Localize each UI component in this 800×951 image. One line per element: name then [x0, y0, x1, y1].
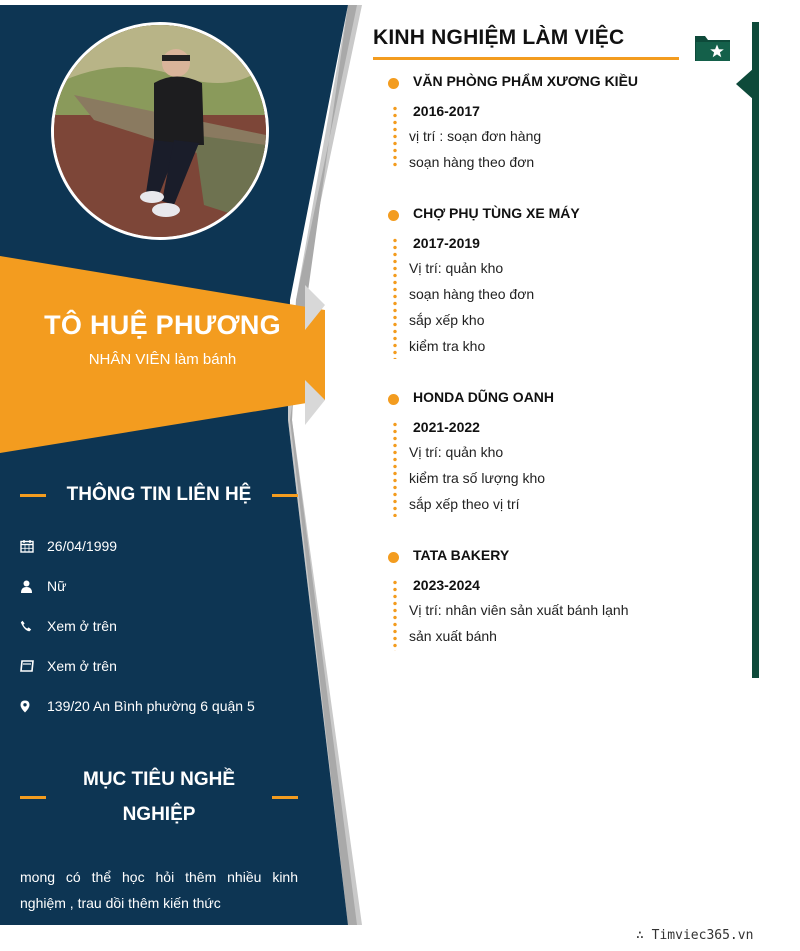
phone-value[interactable]: Xem ở trên [47, 618, 117, 634]
job-company: HONDA DŨNG OANH [413, 389, 555, 405]
job-task: Vị trí: quản kho [409, 260, 504, 276]
job-company: CHỢ PHỤ TÙNG XE MÁY [413, 205, 580, 221]
job-task: Vị trí: quản kho [409, 444, 504, 460]
job-period: 2023-2024 [413, 577, 480, 593]
objective-text: mong có thể học hỏi thêm nhiều kinh nghiệm , trau dồi thêm kiến thức [20, 869, 298, 911]
job-task: sắp xếp theo vị trí [409, 496, 520, 512]
job-task: soạn hàng theo đơn [409, 286, 535, 302]
accent-bar [752, 22, 759, 678]
birthday-value: 26/04/1999 [47, 538, 118, 554]
site-watermark: ∴ Timviec365.vn [636, 928, 754, 943]
job-task: soạn hàng theo đơn [409, 154, 535, 170]
timeline-dots [393, 237, 397, 359]
timeline-dots [393, 105, 397, 169]
job-company: TATA BAKERY [413, 547, 510, 563]
job-tasks [409, 439, 545, 517]
contact-heading-text: THÔNG TIN LIÊN HỆ [66, 484, 252, 505]
job-period: 2021-2022 [413, 419, 480, 435]
contact-phone [20, 606, 310, 646]
timeline-dot [388, 210, 399, 221]
job-task: kiểm tra số lượng kho [409, 470, 546, 486]
timeline-dots [393, 579, 397, 651]
contact-gender [20, 566, 310, 606]
folder-star-icon [694, 32, 732, 67]
email-value[interactable]: Xem ở trên [47, 658, 117, 674]
address-value: 139/20 An Bình phường 6 quận 5 [47, 698, 255, 714]
timeline-dot [388, 552, 399, 563]
timeline-dot [388, 78, 399, 89]
gender-value: Nữ [47, 578, 67, 594]
heading-divider [20, 494, 46, 497]
profile-name: TÔ HUỆ PHƯƠNG [44, 310, 281, 340]
heading-divider [272, 796, 298, 799]
job-task: kiểm tra kho [409, 338, 486, 354]
job-task: vị trí : soạn đơn hàng [409, 128, 542, 144]
job-tasks [409, 123, 541, 175]
heading-divider [20, 796, 46, 799]
contact-address [20, 686, 310, 726]
job-period: 2017-2019 [413, 235, 480, 251]
contact-birthday [20, 526, 310, 566]
job-company: VĂN PHÒNG PHẨM XƯƠNG KIỀU [413, 73, 639, 89]
objective-heading [20, 762, 298, 832]
job-entry [388, 547, 738, 657]
map-marker-icon [20, 696, 47, 716]
profile-role: NHÂN VIÊN làm bánh [88, 351, 237, 368]
job-task: sản xuất bánh [409, 628, 497, 644]
job-entry [388, 205, 738, 365]
objective-heading-line-1: MỤC TIÊU NGHỀ [83, 769, 235, 790]
name-block [0, 310, 325, 368]
job-tasks [409, 255, 534, 359]
email-icon [20, 656, 47, 676]
objective-heading-line-2: NGHIỆP [122, 804, 196, 825]
phone-icon [20, 616, 47, 636]
contact-email [20, 646, 310, 686]
contact-list [20, 526, 310, 726]
heading-divider [272, 494, 298, 497]
objective-heading-text [46, 762, 272, 832]
profile-photo [51, 22, 269, 240]
calendar-icon [20, 536, 47, 556]
job-task: Vị trí: nhân viên sản xuất bánh lạnh [409, 602, 629, 618]
job-entry [388, 389, 738, 524]
experience-heading: KINH NGHIỆM LÀM VIỆC [373, 26, 625, 49]
timeline-dots [393, 421, 397, 517]
timeline-dot [388, 394, 399, 405]
contact-heading [20, 484, 298, 506]
experience-heading-underline [373, 57, 679, 60]
user-icon [20, 576, 47, 596]
job-tasks [409, 597, 628, 649]
job-period: 2016-2017 [413, 103, 480, 119]
job-entry [388, 73, 738, 183]
accent-arrow [736, 68, 754, 105]
job-task: sắp xếp kho [409, 312, 485, 328]
